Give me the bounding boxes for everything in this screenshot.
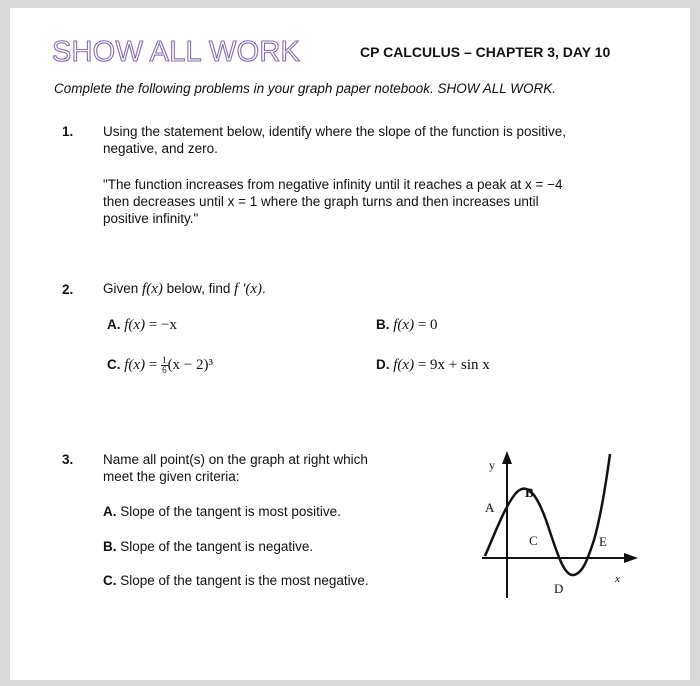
q3-option-a: A. Slope of the tangent is most positive. — [103, 504, 341, 519]
fraction-one-sixth: $\frac{1}{6}$ — [162, 355, 167, 375]
x-axis-arrow-icon — [624, 553, 638, 563]
q2-option-b: B. f(x) = 0 — [376, 317, 438, 333]
q2-prompt: Given f(x) below, find f ′(x). — [103, 281, 266, 297]
point-b-label: B — [525, 485, 534, 500]
q1-quote-line2: then decreases until x = 1 where the graph turns and then increases until — [103, 194, 539, 209]
q3-number: 3. — [62, 452, 74, 467]
q3-option-c: C. Slope of the tangent is the most negative. — [103, 573, 369, 588]
y-axis-arrow-icon — [502, 451, 512, 464]
q2-option-c: C. f(x) = $\frac{1}{6}$ (x − 2)³ — [107, 355, 214, 375]
point-e-label: E — [599, 534, 607, 549]
x-axis-label: x — [615, 573, 620, 585]
q1-quote-line1: "The function increases from negative infinity until it reaches a peak at x = −4 — [103, 177, 563, 192]
q3-prompt-line2: meet the given criteria: — [103, 469, 240, 484]
course-heading: CP CALCULUS – CHAPTER 3, DAY 10 — [360, 44, 611, 60]
q3-prompt-line1: Name all point(s) on the graph at right which — [103, 452, 368, 467]
q2-option-d: D. f(x) = 9x + sin x — [376, 357, 490, 373]
q1-prompt-line1: Using the statement below, identify where the slope of the function is positive, — [103, 124, 567, 139]
y-axis-label: y — [489, 458, 495, 472]
q1-prompt-line2: negative, and zero. — [103, 141, 218, 156]
q2-option-a: A. f(x) = −x — [107, 317, 178, 333]
point-a-label: A — [485, 500, 495, 515]
point-d-label: D — [554, 581, 564, 596]
page-title: SHOW ALL WORK — [52, 36, 301, 68]
function-graph — [480, 448, 650, 608]
q2-number: 2. — [62, 282, 74, 297]
q3-option-b: B. Slope of the tangent is negative. — [103, 539, 314, 554]
instructions: Complete the following problems in your graph paper notebook. SHOW ALL WORK. — [54, 81, 556, 96]
q1-number: 1. — [62, 124, 74, 139]
point-c-label: C — [529, 533, 538, 548]
function-curve — [485, 454, 610, 575]
q1-quote-line3: positive infinity." — [103, 211, 199, 226]
